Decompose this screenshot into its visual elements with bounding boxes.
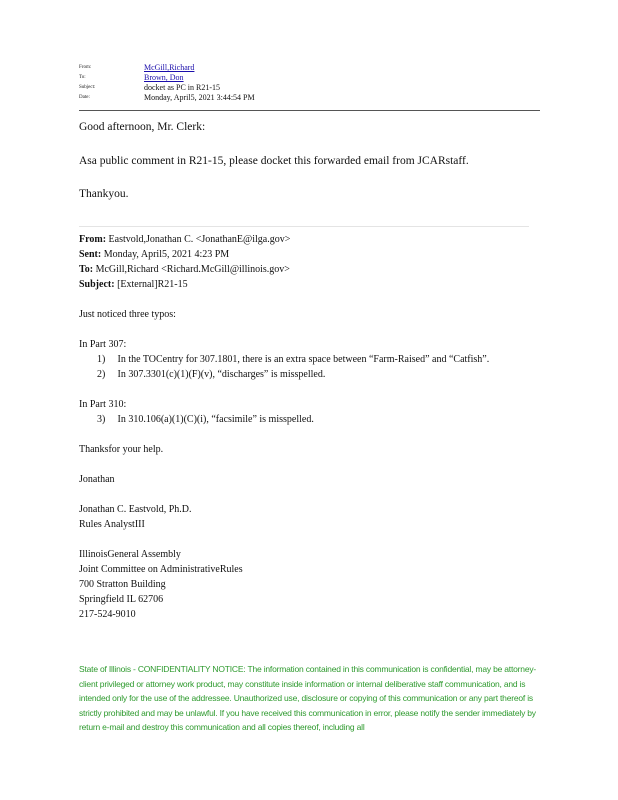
signature-dept: Joint Committee on AdministrativeRules (79, 564, 243, 575)
signature-title: Rules AnalystIII (79, 519, 145, 530)
message-body: Asa public comment in R21-15, please docket this forwarded email from JCARstaff. (79, 155, 469, 167)
signature-phone: 217-524-9010 (79, 609, 136, 620)
fwd-from-value: Eastvold,Jonathan C. <JonathanE@ilga.gov> (108, 234, 291, 245)
fwd-from-row (79, 234, 290, 245)
fwd-to-row (79, 264, 290, 275)
fwd-subject-row (79, 279, 188, 290)
from-link[interactable]: McGill,Richard (144, 63, 195, 72)
subject-value: docket as PC in R21-15 (144, 83, 220, 92)
header-from-row (79, 63, 539, 73)
item2-text: In 307.3301(c)(1)(F)(v), “discharges” is misspelled. (117, 369, 326, 380)
date-value: Monday, April5, 2021 3:44:54 PM (144, 93, 255, 102)
item1-number: 1) (97, 354, 106, 365)
subject-label: Subject: (79, 85, 96, 90)
fwd-sent-row (79, 249, 229, 260)
closing: Thankyou. (79, 188, 129, 200)
item1-text: In the TOCentry for 307.1801, there is an extra space between “Farm-Raised” and “Catfish”. (117, 354, 490, 365)
part310-heading: In Part 310: (79, 399, 127, 410)
email-header (79, 63, 539, 103)
header-divider (79, 110, 540, 111)
header-to-row (79, 73, 539, 83)
header-date-row (79, 93, 539, 103)
part307-heading: In Part 307: (79, 339, 127, 350)
fwd-subject-value: [External]R21-15 (117, 279, 188, 290)
to-link[interactable]: Brown, Don (144, 73, 184, 82)
header-subject-row (79, 83, 539, 93)
item3-number: 3) (97, 414, 106, 425)
thanks-line: Thanksfor your help. (79, 444, 164, 455)
signature-org: IllinoisGeneral Assembly (79, 549, 181, 560)
signature-name: Jonathan C. Eastvold, Ph.D. (79, 504, 192, 515)
date-label: Date: (79, 95, 90, 100)
signature-city: Springfield IL 62706 (79, 594, 164, 605)
fwd-to-value: McGill,Richard <Richard.McGill@illinois.gov> (95, 264, 290, 275)
fwd-sent-value: Monday, April5, 2021 4:23 PM (103, 249, 230, 260)
fwd-sent-label: Sent: (79, 249, 102, 260)
item3-text: In 310.106(a)(1)(C)(i), “facsimile” is misspelled. (117, 414, 314, 425)
sign-name: Jonathan (79, 474, 115, 485)
fwd-subject-label: Subject: (79, 279, 115, 290)
forward-divider (79, 226, 529, 227)
list-item (97, 369, 325, 380)
list-item (97, 354, 489, 365)
fwd-intro: Just noticed three typos: (79, 309, 176, 320)
confidentiality-notice: State of Illinois - CONFIDENTIALITY NOTICE: The information contained in this communication is confidential, may be attorney-client privileged or attorney work product, may constitute inside information or internal deliberative staff communication, and is intended only for the use of the addressee. Unauthorized use, disclosure or copying of this communication or any part thereof is strictly prohibited and may be unlawful. If you have received this communication in error, please notify the sender immediately by return e-mail and destroy this communication and all copies thereof, including all (79, 664, 537, 732)
signature-address: 700 Stratton Building (79, 579, 166, 590)
greeting: Good afternoon, Mr. Clerk: (79, 121, 206, 133)
to-label: To: (79, 75, 86, 80)
list-item (97, 414, 314, 425)
fwd-to-label: To: (79, 264, 94, 275)
item2-number: 2) (97, 369, 106, 380)
from-label: From: (79, 65, 92, 70)
fwd-from-label: From: (79, 234, 107, 245)
